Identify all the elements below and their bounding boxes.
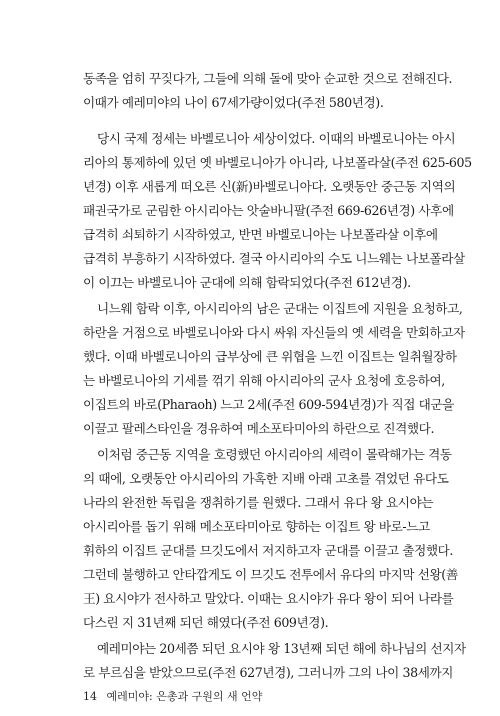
text-line: 나라의 완전한 독립을 쟁취하기를 원했다. 그래서 유다 왕 요시야는 bbox=[83, 495, 434, 510]
text-line: 의 때에, 오랫동안 아시리아의 가혹한 지배 아래 고초를 겪었던 유다도 bbox=[83, 471, 449, 486]
text-line: 王) 요시야가 전사하고 말았다. 이때는 요시야가 유다 왕이 되어 나라를 bbox=[83, 591, 454, 606]
text-line: 이때가 예레미야의 나이 67세가량이었다(주전 580년경). bbox=[83, 95, 384, 110]
text-line: 이집트의 바로(Pharaoh) 느고 2세(주전 609-594년경)가 직접 대군을 bbox=[83, 397, 454, 412]
text-line: 년경) 이후 새롭게 떠오른 신(新)바벨로니아다. 오랫동안 중근동 지역의 bbox=[83, 179, 456, 194]
text-line: 휘하의 이집트 군대를 므깃도에서 저지하고자 군대를 이끌고 출정했다. bbox=[83, 543, 454, 558]
text-line: 급격히 부흥하기 시작하였다. 결국 아시리아의 수도 니느웨는 나보폴라살 bbox=[83, 251, 465, 266]
text-line: 동족을 엄히 꾸짖다가, 그들에 의해 돌에 맞아 순교한 것으로 전해진다. bbox=[83, 71, 453, 86]
text-line: 아시리아를 돕기 위해 메소포타미아로 향하는 이집트 왕 바로-느고 bbox=[83, 519, 430, 534]
running-title: 예레미야: 은총과 구원의 새 언약 bbox=[106, 690, 263, 703]
text-line: 이 이끄는 바벨로니아 군대에 의해 함락되었다(주전 612년경). bbox=[83, 275, 411, 290]
text-line: 는 바벨로니아의 기세를 꺾기 위해 아시리아의 군사 요청에 호응하여, bbox=[83, 373, 445, 388]
text-line: 그런데 불행하고 안타깝게도 이 므깃도 전투에서 유다의 마지막 선왕(善 bbox=[83, 567, 458, 582]
text-line: 급격히 쇠퇴하기 시작하였고, 반면 바벨로니아는 나보폴라살 이후에 bbox=[83, 227, 438, 242]
page-number: 14 bbox=[83, 690, 97, 703]
text-line: 예레미야는 20세쯤 되던 요시야 왕 13년째 되던 해에 하나님의 선지자 bbox=[97, 641, 466, 656]
text-line: 했다. 이때 바벨로니아의 급부상에 큰 위협을 느낀 이집트는 일취월장하 bbox=[83, 349, 457, 364]
text-line: 이처럼 중근동 지역을 호령했던 아시리아의 세력이 몰락해가는 격동 bbox=[97, 447, 452, 462]
text-line: 패권국가로 군림한 아시리아는 앗술바니팔(주전 669-626년경) 사후에 bbox=[83, 203, 454, 218]
text-line: 하란을 거점으로 바벨로니아와 다시 싸워 자신들의 옛 세력을 만회하고자 bbox=[83, 325, 465, 340]
text-line: 이끌고 팔레스타인을 경유하여 메소포타미아의 하란으로 진격했다. bbox=[83, 421, 435, 436]
page-footer bbox=[83, 690, 262, 704]
text-line: 로 부르심을 받았으므로(주전 627년경), 그러니까 그의 나이 38세까지 bbox=[83, 665, 454, 680]
text-line: 당시 국제 정세는 바벨로니아 세상이었다. 이때의 바벨로니아는 아시 bbox=[97, 131, 456, 146]
text-line: 리아의 통제하에 있던 옛 바벨로니아가 아니라, 나보폴라살(주전 625-605 bbox=[83, 155, 472, 170]
text-line: 다스린 지 31년째 되던 해였다(주전 609년경). bbox=[83, 615, 329, 630]
text-line: 니느웨 함락 이후, 아시리아의 남은 군대는 이집트에 지원을 요청하고, bbox=[97, 301, 463, 316]
